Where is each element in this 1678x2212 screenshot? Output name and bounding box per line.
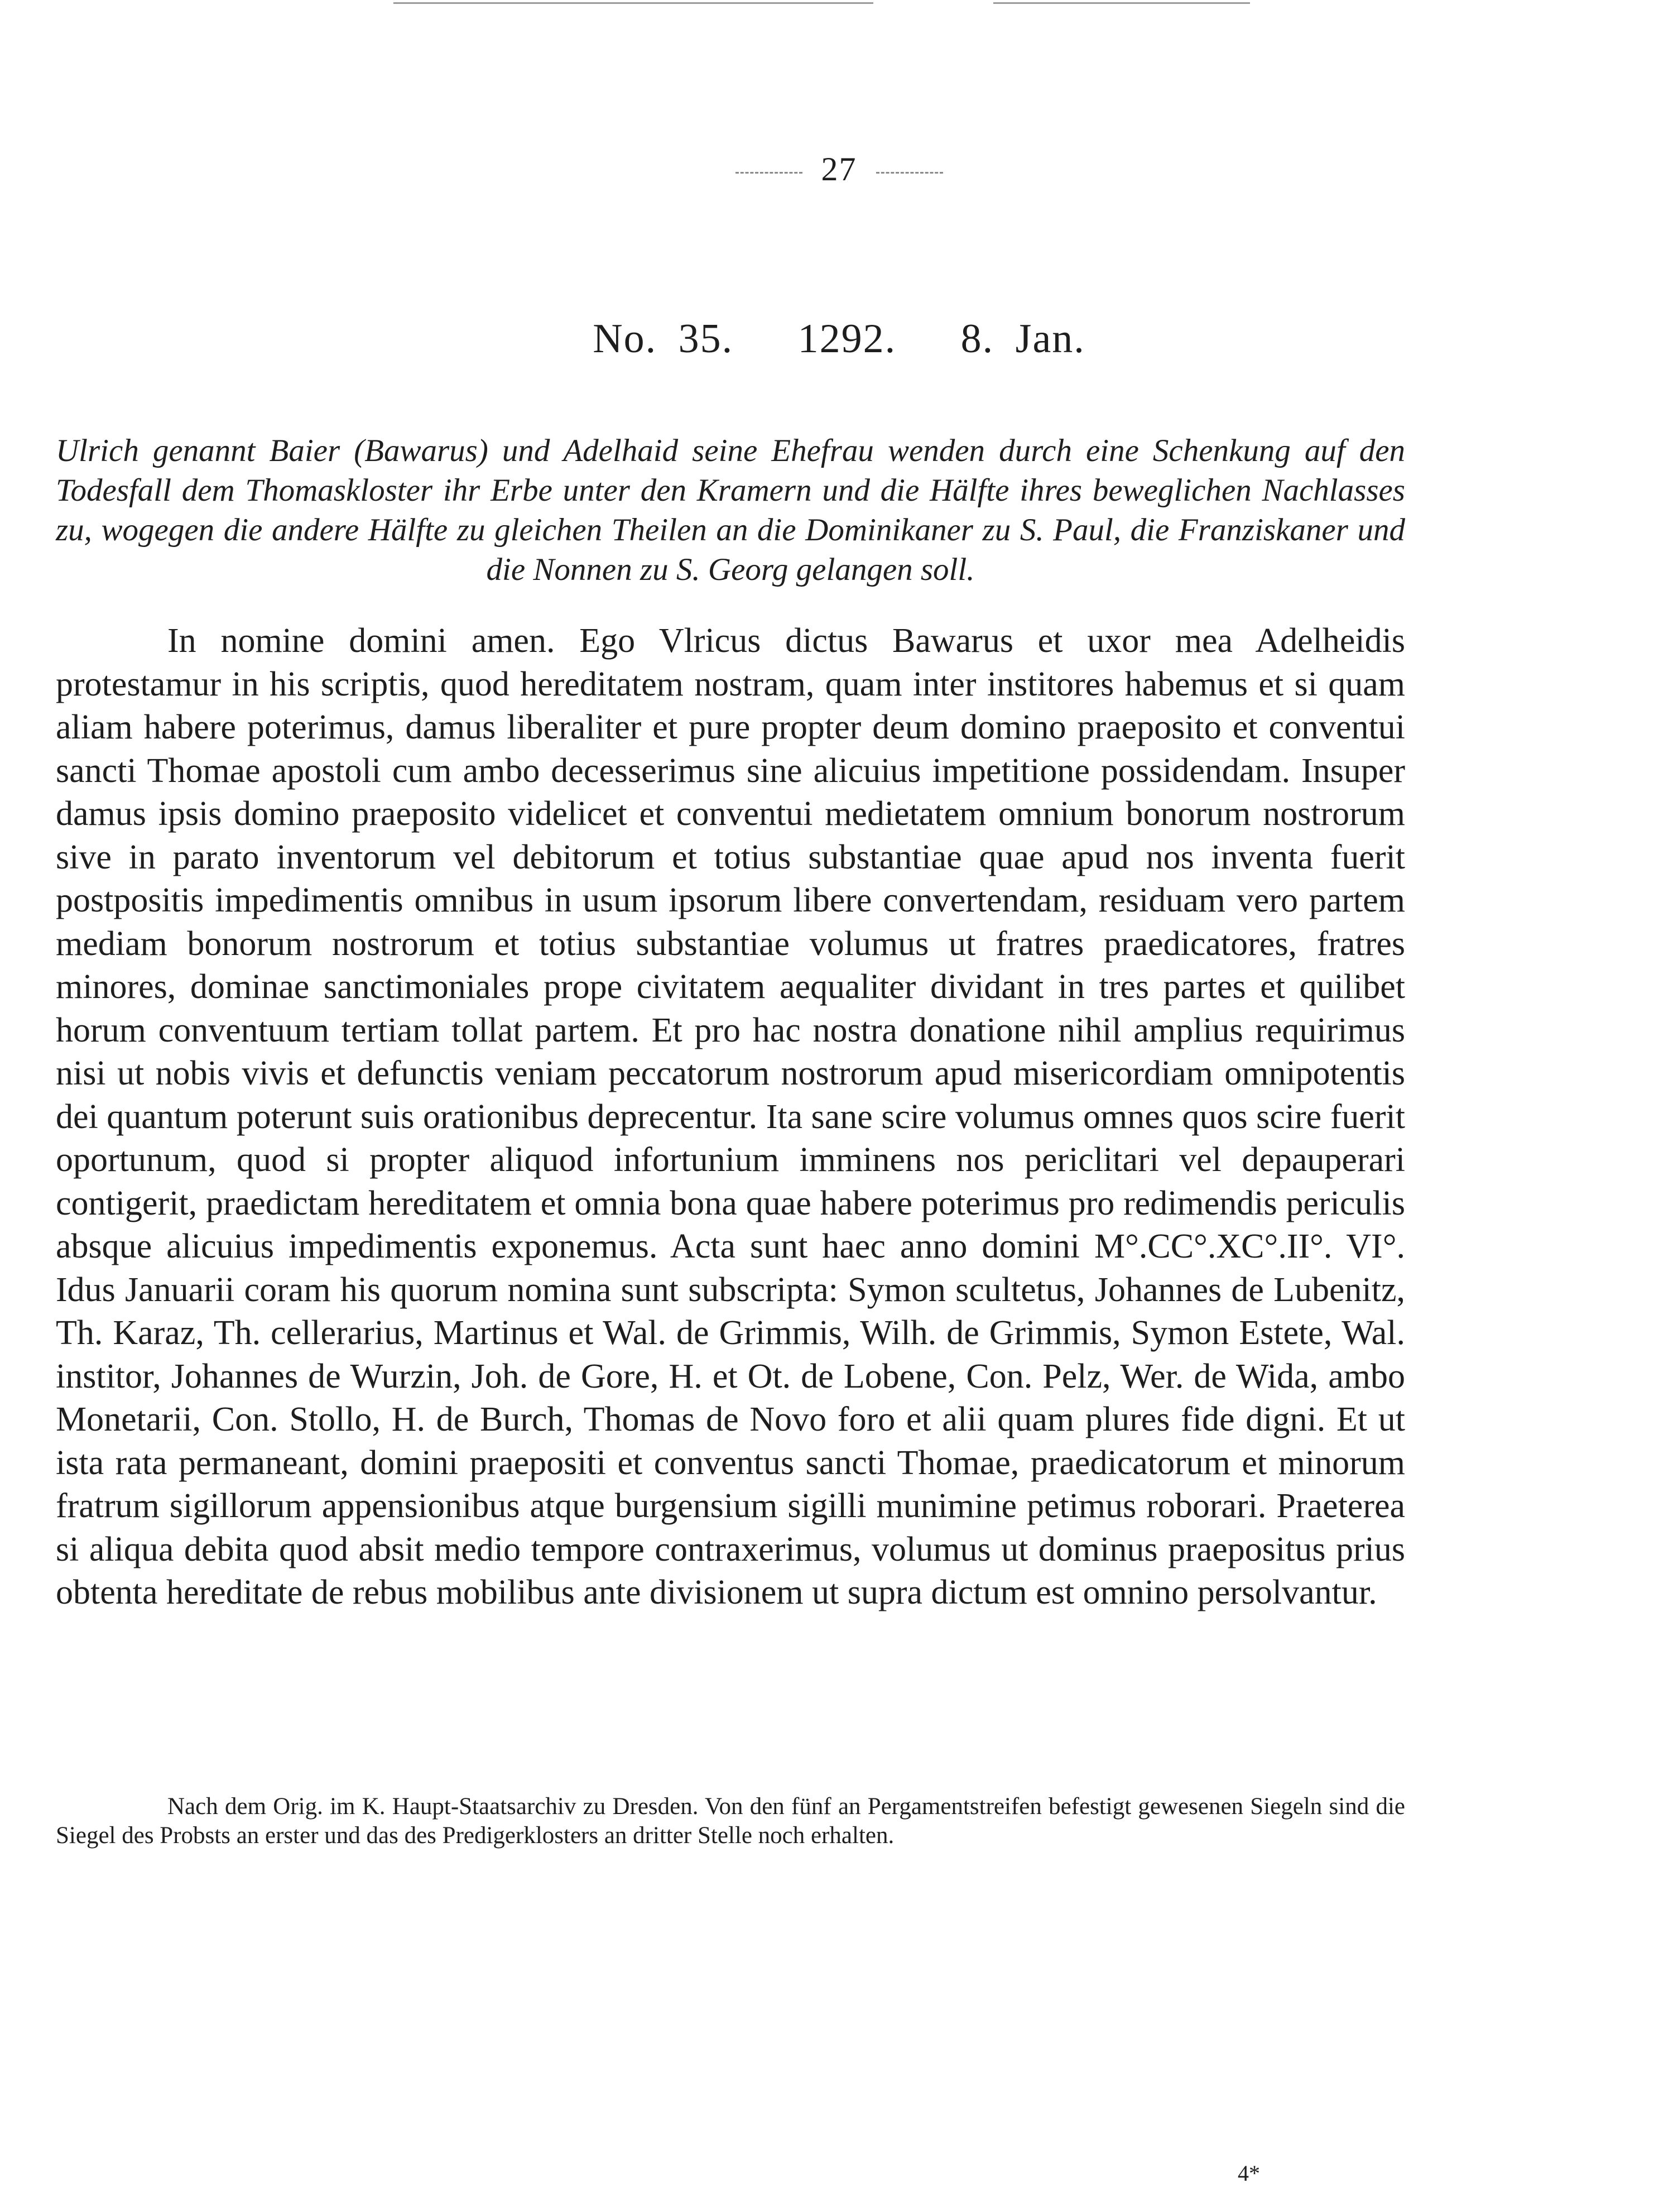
regest-summary: Ulrich genannt Baier (Bawarus) und Adelhaid seine Ehefrau wenden durch eine Schenkung auf den Todesfall dem Thomaskloster ihr Erbe unter den Kramern und die Hälfte ihres beweglichen Nachlasses zu, wogegen die andere Hälfte zu gleichen Theilen an die Dominikaner zu S. Paul, die Franziskaner und die Nonnen zu S. Georg gelangen soll.	[56, 433, 1405, 587]
page-number: 27	[821, 151, 857, 188]
charter-text: In nomine domini amen. Ego Vlricus dictus Bawarus et uxor mea Adelheidis protestamur in his scriptis, quod hereditatem nostram, quam inter institores habemus et si quam aliam habere poterimus, damus liberaliter et pure propter deum domino praeposito et conventui sancti Thomae apostoli cum ambo decesserimus sine alicuius impetitione possidendam. Insuper damus ipsis domino praeposito videlicet et conventui medietatem omnium bonorum nostrorum sive in parato inventorum vel debitorum et totius substantiae quae apud nos inventa fuerit postpositis impedimentis omnibus in usum ipsorum libere convertendam, residuam vero partem mediam bonorum nostrorum et totius substantiae volumus ut fratres praedicatores, fratres minores, dominae sanctimoniales prope civitatem aequaliter dividant in tres partes et quilibet horum conventuum tertiam tollat partem. Et pro hac nostra donatione nihil amplius requirimus nisi ut nobis vivis et defunctis veniam peccatorum nostrorum apud misericordiam omnipotentis dei quantum poterunt suis orationibus deprecentur. Ita sane scire volumus omnes quos scire fuerit oportunum, quod si propter aliquod infortunium imminens nos periclitari vel depauperari contigerit, praedictam hereditatem et omnia bona quae habere poterimus pro redimendis periculis absque alicuius impedimentis exponemus. Acta sunt haec anno domini M°.CC°.XC°.II°. VI°. Idus Januarii coram his quorum nomina sunt subscripta: Symon scultetus, Johannes de Lubenitz, Th. Karaz, Th. cellerarius, Martinus et Wal. de Grimmis, Wilh. de Grimmis, Symon Estete, Wal. institor, Johannes de Wurzin, Joh. de Gore, H. et Ot. de Lobene, Con. Pelz, Wer. de Wida, ambo Monetarii, Con. Stollo, H. de Burch, Thomas de Novo foro et alii quam plures fide digni. Et ut ista rata permaneant, domini praepositi et conventus sancti Thomae, praedicatorum et minorum fratrum sigillorum appensionibus atque burgensium sigilli munimine petimus roborari. Praeterea si aliqua debita quod absit medio tempore contraxerimus, volumus ut dominus praepositus prius obtenta hereditate de rebus mobilibus ante divisionem ut supra dictum est omnino persolvantur.	[56, 622, 1405, 1611]
top-rule-left	[393, 2, 873, 4]
page-number-line	[0, 150, 1678, 189]
source-footnote: Nach dem Orig. im K. Haupt-Staatsarchiv zu Dresden. Von den fünf an Pergamentstreifen befestigt gewesenen Siegeln sind die Siegel des Probsts an erster und das des Predigerklosters an dritter Stelle noch erhalten.	[56, 1793, 1405, 1849]
document-heading: No. 35. 1292. 8. Jan.	[593, 316, 1085, 362]
dash-left	[735, 172, 802, 174]
signature-mark: 4*	[1238, 2161, 1260, 2186]
top-rule-right	[993, 2, 1250, 4]
dash-right	[876, 172, 943, 174]
